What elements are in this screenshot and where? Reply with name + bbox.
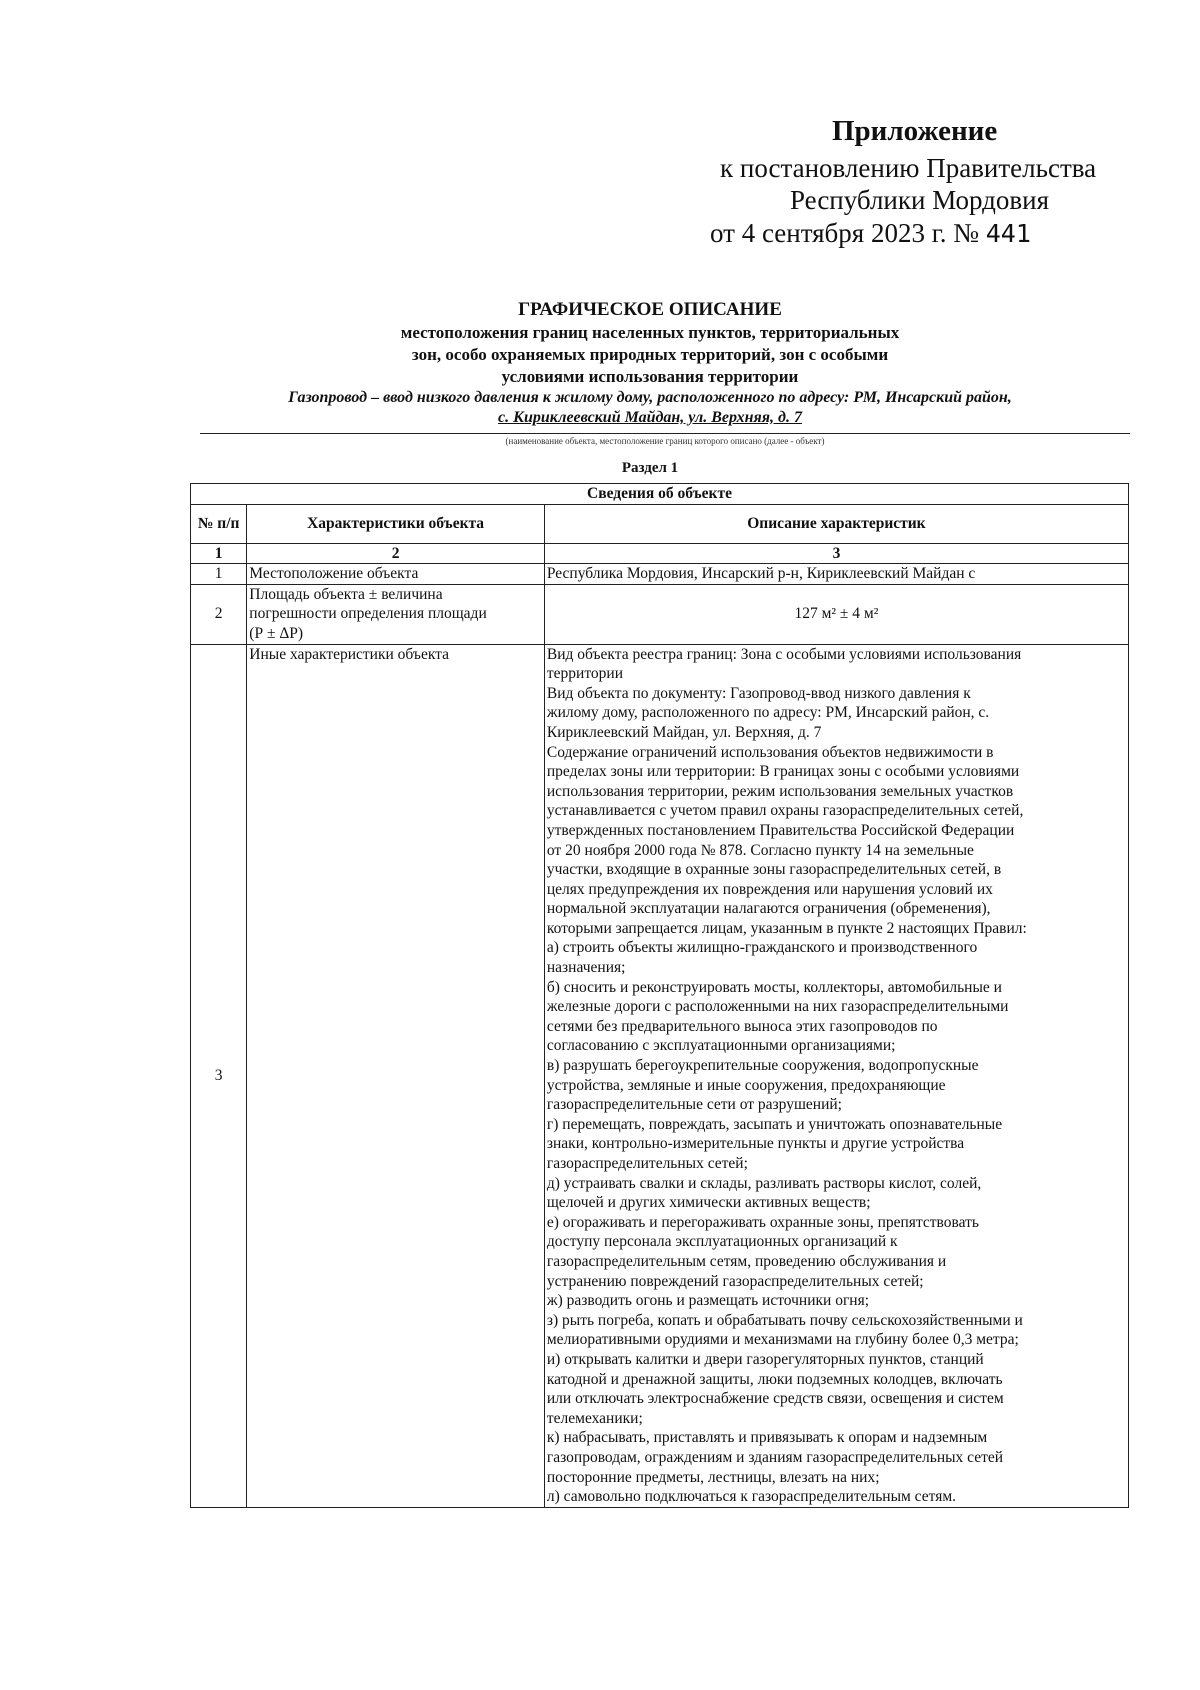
- header-characteristic: Характеристики объекта: [247, 504, 545, 543]
- table-header-row: [191, 504, 1129, 543]
- description-line: Республика Мордовия, Инсарский р-н, Кириклеевский Майдан с: [546, 565, 976, 583]
- description-line: Кириклеевский Майдан, ул. Верхняя, д. 7: [546, 723, 822, 741]
- description-line: устанавливается с учетом правил охраны газораспределительных сетей,: [546, 802, 1024, 820]
- description-line: г) перемещать, повреждать, засыпать и уничтожать опознавательные: [546, 1115, 1003, 1133]
- description-line: к) набрасывать, приставлять и привязывать к опорам и надземным: [546, 1429, 988, 1447]
- description-line: газопроводам, ограждениям и зданиям газораспределительных сетей: [546, 1448, 1004, 1466]
- description-line: территории: [546, 665, 623, 683]
- description-line: или отключать электроснабжение средств связи, освещения и систем: [546, 1390, 1004, 1408]
- description-line: газораспределительные сети от разрушений;: [546, 1096, 842, 1114]
- row-characteristic: [247, 564, 545, 585]
- row-description: [544, 564, 1128, 585]
- description-line: железные дороги с расположенными на них газораспределительными: [546, 998, 1009, 1016]
- appendix-header: [600, 115, 1120, 255]
- description-line: знаки, контрольно-измерительные пункты и другие устройства: [546, 1135, 965, 1153]
- description-line: жилому дому, расположенного по адресу: РМ, Инсарский район, с.: [546, 704, 990, 722]
- characteristic-line: погрешности определения площади: [249, 605, 487, 623]
- object-underline: [200, 433, 1130, 434]
- appendix-title: Приложение: [832, 115, 998, 147]
- description-line: телемеханики;: [546, 1409, 643, 1427]
- description-line: от 20 ноября 2000 года № 878. Согласно пункту 14 на земельные: [546, 841, 974, 859]
- description-line: участки, входящие в охранные зоны газораспределительных сетей, в: [546, 861, 1002, 879]
- row-number: 3: [191, 644, 247, 1507]
- description-line: е) огораживать и перегораживать охранные зоны, препятствовать: [546, 1213, 979, 1231]
- object-caption: (наименование объекта, местоположение границ которого описано (далее - объект): [505, 436, 825, 446]
- object-info-table: [190, 483, 1129, 1508]
- table-row: [191, 584, 1129, 644]
- description-line: Вид объекта реестра границ: Зона с особыми условиями использования: [546, 645, 1022, 663]
- description-line: л) самовольно подключаться к газораспределительным сетям.: [546, 1488, 957, 1506]
- description-line: а) строить объекты жилищно-гражданского и производственного: [546, 939, 978, 957]
- row-characteristic: [247, 644, 545, 1507]
- description-line: в) разрушать берегоукрепительные сооружения, водопропускные: [546, 1057, 979, 1075]
- description-line: которыми запрещается лицам, указанным в пункте 2 настоящих Правил:: [546, 919, 1027, 937]
- row-number: 2: [191, 584, 247, 644]
- description-line: ж) разводить огонь и размещать источники огня;: [546, 1292, 870, 1310]
- column-number-3: 3: [544, 543, 1128, 564]
- row-description: [544, 644, 1128, 1507]
- description-line: мелиоративными орудиями и механизмами на глубину более 0,3 метра;: [546, 1331, 1019, 1349]
- description-line: б) сносить и реконструировать мосты, коллекторы, автомобильные и: [546, 978, 1002, 996]
- description-line: щелочей и других химически активных веществ;: [546, 1194, 871, 1212]
- description-line: целях предупреждения их повреждения или нарушения условий их: [546, 880, 993, 898]
- heading-sub-line-1: местоположения границ населенных пунктов, территориальных: [400, 323, 900, 342]
- heading-sub-line-2: зон, особо охраняемых природных территорий, зон с особыми: [411, 345, 889, 364]
- document-heading: [170, 298, 1130, 428]
- description-line: Содержание ограничений использования объектов недвижимости в: [546, 743, 994, 761]
- description-line: нормальной эксплуатации налагаются ограничения (обременения),: [546, 900, 991, 918]
- table-title: Сведения об объекте: [191, 484, 1129, 505]
- appendix-date: от 4 сентября 2023 г. №: [710, 218, 979, 248]
- object-name-line-1: Газопровод – ввод низкого давления к жилому дому, расположенного по адресу: РМ, Инсарский район,: [288, 389, 1012, 406]
- description-line: д) устраивать свалки и склады, разливать растворы кислот, солей,: [546, 1174, 982, 1192]
- description-line: утвержденных постановлением Правительства Российской Федерации: [546, 821, 1015, 839]
- table-column-numbers-row: [191, 543, 1129, 564]
- object-name-line-2: с. Кириклеевский Майдан, ул. Верхняя, д. 7: [498, 409, 802, 426]
- description-line: использования территории, режим использования земельных участков: [546, 782, 1014, 800]
- description-line: доступу персонала эксплуатационных организаций к: [546, 1233, 898, 1251]
- description-line: пределах зоны или территории: В границах зоны с особыми условиями: [546, 763, 1020, 781]
- description-line: сетями без предварительного выноса этих газопроводов по: [546, 1017, 938, 1035]
- area-value: 127 м² ± 4 м²: [794, 605, 879, 623]
- table-row: [191, 564, 1129, 585]
- header-description: Описание характеристик: [544, 504, 1128, 543]
- description-line: газораспределительным сетям, проведению обслуживания и: [546, 1252, 947, 1270]
- column-number-1: 1: [191, 543, 247, 564]
- characteristic-line: Площадь объекта ± величина: [249, 585, 443, 603]
- header-number: № п/п: [191, 504, 247, 543]
- description-line: согласованию с эксплуатационными организациями;: [546, 1037, 896, 1055]
- characteristic-line: (Р ± ΔР): [249, 624, 304, 642]
- heading-main: ГРАФИЧЕСКОЕ ОПИСАНИЕ: [518, 299, 782, 320]
- description-line: Вид объекта по документу: Газопровод-ввод низкого давления к: [546, 684, 971, 702]
- description-line: и) открывать калитки и двери газорегуляторных пунктов, станций: [546, 1350, 984, 1368]
- row-description: [544, 584, 1128, 644]
- row-characteristic: [247, 584, 545, 644]
- description-line: посторонние предметы, лестницы, влезать на них;: [546, 1468, 880, 1486]
- description-line: катодной и дренажной защиты, люки подземных колодцев, включать: [546, 1370, 1003, 1388]
- row-number: 1: [191, 564, 247, 585]
- characteristic-line: Иные характеристики объекта: [249, 645, 449, 663]
- table-title-row: [191, 484, 1129, 505]
- description-line: устранению повреждений газораспределительных сетей;: [546, 1272, 924, 1290]
- description-line: газораспределительных сетей;: [546, 1155, 748, 1172]
- appendix-number: 441: [985, 219, 1031, 248]
- section-title: Раздел 1: [621, 460, 679, 476]
- appendix-date-line: [710, 218, 1031, 249]
- column-number-2: 2: [247, 543, 545, 564]
- heading-sub-line-3: условиями использования территории: [501, 367, 799, 386]
- appendix-line-decree: к постановлению Правительства: [720, 153, 1097, 183]
- appendix-line-republic: Республики Мордовия: [790, 185, 1050, 215]
- description-line: з) рыть погреба, копать и обрабатывать почву сельскохозяйственными и: [546, 1311, 1023, 1329]
- characteristic-line: Местоположение объекта: [249, 565, 419, 583]
- table-row: [191, 644, 1129, 1507]
- description-line: устройства, земляные и иные сооружения, предохраняющие: [546, 1076, 946, 1094]
- description-line: назначения;: [546, 959, 626, 977]
